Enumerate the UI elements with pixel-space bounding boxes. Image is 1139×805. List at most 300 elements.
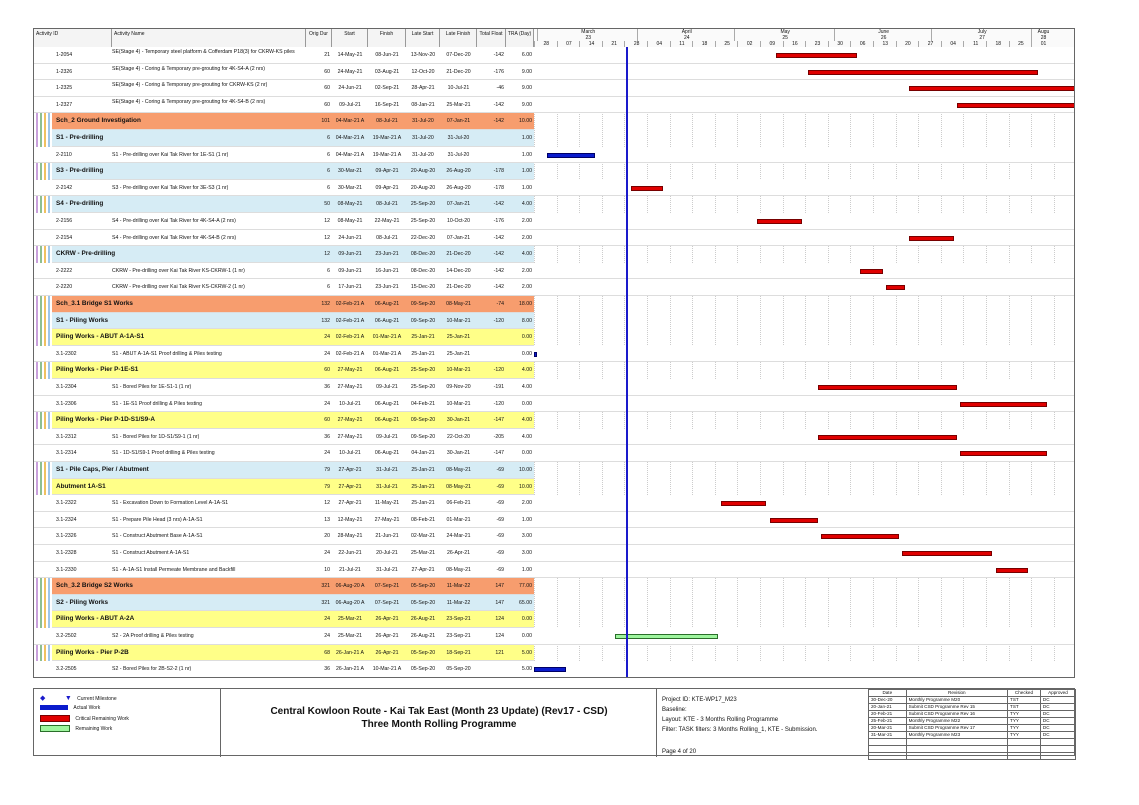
cell-tf: -120 [493,400,504,407]
revision-cell [869,753,907,760]
cell-ls: 08-Dec-20 [410,251,436,258]
cell-name: Piling Works - Pier P-2B [56,648,129,656]
cell-tra: 9.00 [521,68,532,75]
week-gridline [670,47,672,678]
revision-cell: TYY [1008,725,1041,732]
cell-lf: 25-Mar-21 [446,101,471,108]
activity-row[interactable] [34,97,1075,114]
cell-dur: 24 [324,334,330,341]
critical-work-bar[interactable] [818,385,957,390]
col-total-float[interactable]: Total Float [477,29,506,47]
week-gridline [873,47,875,678]
cell-finish: 11-May-21 [374,500,400,507]
cell-tra: 4.00 [521,417,532,424]
cell-ls: 08-Jan-21 [411,101,435,108]
timescale-week: 11 [963,41,987,47]
cell-start: 09-Jul-21 [339,101,361,108]
cell-tra: 4.00 [521,201,532,208]
cell-ls: 20-Aug-20 [410,184,436,191]
cell-name: S4 - Pre-drilling [56,200,104,208]
critical-work-bar[interactable] [886,285,905,290]
critical-work-bar[interactable] [909,86,1076,91]
title-block [33,688,1075,756]
cell-tf: -205 [493,433,504,440]
cell-ls: 31-Jul-20 [412,135,434,141]
cell-tf: -74 [496,301,504,307]
cell-name: SE(Stage 4) - Coring & Temporary pre-grouting for 4K-S4-B (2 nrs) [112,98,266,105]
legend-critical-work: Critical Remaining Work [40,715,129,722]
wbs-group-row[interactable] [52,578,534,595]
cell-tra: 3.00 [521,550,532,556]
cell-finish: 23-Jun-21 [375,284,399,291]
cell-lf: 26-Aug-20 [446,168,471,175]
cell-start: 30-Mar-21 [338,184,362,191]
timescale-month: June 26 [834,29,932,41]
wbs-group-row[interactable] [52,296,534,313]
cell-tf: -69 [496,566,504,573]
cell-tf: -69 [496,500,504,507]
cell-dur: 321 [321,583,330,590]
timescale-week: 27 [918,41,942,47]
revision-cell: TYY [1008,732,1041,739]
cell-start: 27-May-21 [337,367,363,374]
cell-lf: 25-Jan-21 [446,350,471,357]
week-gridline [850,47,852,678]
cell-name: Abutment 1A-S1 [56,482,106,490]
cell-tra: 4.00 [521,433,532,440]
cell-ls: 09-Sep-20 [410,433,436,440]
cell-tf: -191 [493,384,504,390]
cell-id: 2-2142 [56,184,73,191]
cell-ls: 25-Jan-21 [411,483,435,490]
col-late-start[interactable]: Late Start [406,29,440,47]
cell-tf: -147 [493,450,504,457]
cell-finish: 10-Mar-21 A [372,666,402,673]
cell-start: 14-May-21 [337,52,363,58]
cell-name: S1 - Prepare Pile Head (3 nrs) A-1A-S1 [112,516,203,523]
critical-work-bar[interactable] [960,451,1047,456]
cell-dur: 50 [324,201,330,208]
cell-id: 3.2-2502 [56,633,77,639]
wbs-group-row[interactable] [52,163,534,180]
cell-tf: 121 [495,649,504,656]
cell-dur: 10 [324,566,330,573]
cell-tf: 147 [495,599,504,606]
cell-tra: 4.00 [521,384,532,390]
cell-tra: 2.00 [521,500,532,507]
cell-tra: 2.00 [521,218,532,224]
cell-tra: 0.00 [521,350,532,357]
cell-lf: 07-Jan-21 [446,201,471,208]
cell-start: 02-Feb-21 A [335,334,365,341]
week-gridline [579,47,581,678]
critical-work-bar[interactable] [818,435,957,440]
actual-work-bar[interactable] [534,667,566,672]
cell-name: Piling Works - ABUT A-1A-S1 [56,333,145,341]
timescale-week: 06 [850,41,874,47]
cell-dur: 6 [327,151,330,158]
cell-lf: 24-Mar-21 [446,533,471,540]
cell-tf: -120 [493,317,504,324]
cell-finish: 20-Jul-21 [376,550,398,556]
cell-finish: 02-Sep-21 [374,85,400,92]
cell-id: 2-2156 [56,218,73,224]
cell-name: Piling Works - ABUT A-2A [56,615,135,623]
wbs-group-row[interactable] [52,130,534,147]
cell-finish: 16-Sep-21 [374,101,400,108]
revision-cell [1008,746,1041,753]
cell-tf: -176 [493,218,504,224]
cell-ls: 09-Sep-20 [410,417,436,424]
col-late-finish[interactable]: Late Finish [440,29,477,47]
cell-tra: 18.00 [519,301,532,307]
cell-tra: 2.00 [521,284,532,291]
cell-tf: -46 [496,85,504,92]
activity-row[interactable] [34,213,1075,230]
cell-dur: 20 [324,533,330,540]
cell-dur: 24 [324,400,330,407]
col-activity-name[interactable]: Activity Name [112,29,306,47]
critical-work-bar[interactable] [808,70,1037,75]
cell-id: 1-2327 [56,101,73,108]
cell-name: S4 - Pre-drilling over Kai Tak River for 4K-S4-A (2 nrs) [112,218,236,224]
week-gridline [941,47,943,678]
cell-start: 24-Jun-21 [338,85,362,92]
remaining-work-bar[interactable] [615,634,718,639]
cell-id: 1-2054 [56,52,73,58]
cell-name: S2 - 2A Proof drilling & Piles testing [112,633,194,639]
cell-ls: 13-Nov-20 [410,52,436,58]
col-orig-dur[interactable]: Orig Dur [306,29,332,47]
cell-ls: 02-Mar-21 [411,533,435,540]
cell-tra: 0.00 [521,616,532,623]
legend-remaining-work: Remaining Work [40,725,112,732]
wbs-group-row[interactable] [52,595,534,612]
week-gridline [805,47,807,678]
cell-lf: 21-Dec-20 [446,251,471,258]
cell-name: S1 - Piling Works [56,316,109,324]
cell-lf: 10-Mar-21 [446,400,471,407]
cell-finish: 27-May-21 [374,516,400,523]
cell-dur: 79 [324,483,330,490]
cell-ls: 25-Sep-20 [410,218,436,224]
wbs-group-row[interactable] [52,313,534,330]
col-start[interactable]: Start [332,29,368,47]
critical-work-bar[interactable] [757,219,802,224]
col-activity-id[interactable]: Activity ID [34,29,112,47]
cell-tra: 1.00 [521,566,532,573]
cell-tf: -142 [493,101,504,108]
cell-dur: 60 [324,68,330,75]
revision-cell [1008,753,1041,760]
cell-dur: 12 [324,500,330,507]
cell-tra: 9.00 [521,101,532,108]
cell-id: 3.1-2326 [56,533,77,540]
cell-id: 3.1-2302 [56,350,77,357]
cell-name: CKRW - Pre-drilling [56,250,116,258]
critical-work-bar[interactable] [957,103,1075,108]
wbs-group-row[interactable] [52,412,534,429]
wbs-group-row[interactable] [52,479,534,496]
cell-finish: 16-Jun-21 [375,267,399,274]
activity-row[interactable] [34,445,1075,462]
cell-tf: -176 [493,68,504,75]
cell-tf: -142 [493,118,504,125]
revision-row [869,718,1076,725]
revision-cell: Monthly Programme M23 [906,732,1007,739]
cell-lf: 23-Sep-21 [446,633,471,639]
activity-row[interactable] [34,263,1075,280]
critical-work-bar[interactable] [960,402,1047,407]
wbs-group-row[interactable] [52,462,534,479]
cell-lf: 31-Jul-20 [447,151,470,158]
revision-row [869,697,1076,704]
cell-dur: 6 [327,267,330,274]
wbs-group-row[interactable] [52,113,534,130]
revision-header-row [869,690,1076,697]
cell-tra: 1.00 [521,151,532,158]
activity-row[interactable] [34,628,1075,645]
cell-tra: 6.00 [521,52,532,58]
cell-finish: 08-Jul-21 [376,234,398,241]
activity-row[interactable] [34,562,1075,579]
revision-header: Checked [1008,690,1041,697]
revision-cell: Submit CSD Programme Rev 17 [906,725,1007,732]
cell-tf: -69 [496,467,504,473]
timescale-week: 16 [783,41,807,47]
revision-cell [1008,739,1041,746]
week-gridline [918,47,920,678]
cell-start: 24-Jun-21 [338,234,362,241]
cell-lf: 11-Mar-22 [446,599,471,606]
cell-dur: 132 [321,301,330,307]
cell-finish: 31-Jul-21 [376,467,398,473]
cell-ls: 12-Oct-20 [411,68,435,75]
revision-header: Approved [1040,690,1075,697]
cell-tf: -142 [493,52,504,58]
timescale-week: 13 [873,41,897,47]
cell-finish: 26-Apr-21 [375,633,399,639]
cell-finish: 08-Jul-21 [376,118,398,125]
cell-ls: 25-Sep-20 [410,367,436,374]
cell-dur: 60 [324,367,330,374]
critical-work-bar[interactable] [902,551,992,556]
cell-finish: 09-Apr-21 [375,168,399,175]
cell-tra: 1.00 [521,135,532,141]
timescale-week: 28 [534,41,558,47]
critical-work-bar[interactable] [996,568,1028,573]
wbs-group-row[interactable] [52,611,534,628]
wbs-group-row[interactable] [52,362,534,379]
cell-name: S1 - Pre-drilling [56,134,104,141]
actual-work-bar[interactable] [547,153,595,158]
cell-dur: 13 [324,516,330,523]
cell-name: S3 - Pre-drilling over Kai Tak River for 3E-S3 (1 nr) [112,184,229,191]
cell-name: S4 - Pre-drilling over Kai Tak River for 4K-S4-B (2 nrs) [112,234,237,241]
cell-lf: 22-Oct-20 [446,433,471,440]
week-gridline [828,47,830,678]
cell-id: 3.1-2304 [56,384,77,390]
cell-start: 09-Jun-21 [338,267,362,274]
cell-ls: 27-Apr-21 [411,566,435,573]
cell-name: S2 - Piling Works [56,598,109,606]
cell-id: 3.1-2330 [56,566,77,573]
revision-cell: DC [1040,697,1075,704]
cell-name: SE(Stage 4) - Temporary steel platform & Cofferdam P18(3) for CKRW-KS piles [112,49,295,55]
cell-tra: 10.00 [519,118,532,125]
revision-cell: TST [1008,704,1041,711]
revision-row-empty [869,746,1076,753]
cell-finish: 01-Mar-21 A [372,350,402,357]
cell-finish: 06-Aug-21 [374,317,400,324]
cell-lf: 14-Dec-20 [446,267,471,274]
critical-work-bar[interactable] [776,53,857,58]
cell-dur: 12 [324,234,330,241]
cell-name: S1 - Bored Piles for 1D-S1/S9-1 (1 nr) [112,433,200,440]
cell-ls: 04-Feb-21 [411,400,435,407]
cell-name: Sch_2 Ground Investigation [56,117,141,125]
cell-lf: 07-Jan-21 [446,118,471,125]
cell-id: 3.1-2312 [56,433,77,440]
cell-ls: 25-Sep-20 [410,201,436,208]
actual-work-bar[interactable] [534,352,537,357]
activity-row[interactable] [34,396,1075,413]
cell-tf: -69 [496,483,504,490]
activity-row[interactable] [34,495,1075,512]
week-gridline [1009,47,1011,678]
activity-row[interactable] [34,279,1075,296]
cell-finish: 23-Jun-21 [375,251,399,258]
cell-dur: 6 [327,184,330,191]
revision-cell: DC [1040,704,1075,711]
revision-cell [869,746,907,753]
wbs-group-row[interactable] [52,196,534,213]
week-gridline [1054,47,1056,678]
cell-ls: 26-Aug-21 [410,616,436,623]
cell-dur: 321 [321,599,330,606]
timescale-week: 21 [602,41,626,47]
cell-name: S1 - 1E-S1 Proof drilling & Piles testing [112,400,202,407]
cell-ls: 25-Mar-21 [411,550,435,556]
cell-name: CKRW - Pre-drilling over Kai Tak River KS-CKRW-1 (1 nr) [112,267,245,274]
cell-id: 1-2326 [56,68,73,75]
cell-id: 3.1-2322 [56,500,77,507]
cell-ls: 05-Sep-20 [410,649,436,656]
cell-tf: -69 [496,533,504,540]
cell-finish: 26-Apr-21 [375,649,399,656]
cell-start: 25-Mar-21 [338,616,362,623]
critical-work-bar[interactable] [860,269,883,274]
cell-finish: 26-Apr-21 [375,616,399,623]
col-finish[interactable]: Finish [368,29,406,47]
cell-id: 2-2110 [56,151,72,158]
cell-name: S1 - Pre-drilling over Kai Tak River for 1E-S1 (1 nr) [112,151,229,158]
activity-row[interactable] [34,47,1075,64]
activity-row[interactable] [34,346,1075,363]
cell-start: 26-Jan-21 A [336,649,364,656]
cell-ls: 05-Sep-20 [410,583,436,590]
revision-cell: 30-Dec-20 [869,697,907,704]
cell-name: S1 - ABUT A-1A-S1 Proof drilling & Piles testing [112,350,222,357]
revision-cell: 20-Jan-21 [869,704,907,711]
cell-id: 3.1-2324 [56,516,77,523]
revision-cell [869,739,907,746]
revision-cell: 31-Mar-21 [869,732,907,739]
revision-cell [1040,753,1075,760]
cell-lf: 07-Dec-20 [446,52,471,58]
cell-dur: 21 [324,52,330,58]
cell-id: 1-2325 [56,85,73,92]
cell-id: 2-2222 [56,267,73,274]
revision-cell [906,739,1007,746]
cell-dur: 101 [321,118,330,125]
cell-start: 06-Aug-20 A [335,583,365,590]
cell-lf: 30-Jan-21 [446,450,471,457]
cell-start: 24-May-21 [337,68,363,75]
cell-tra: 8.00 [521,317,532,324]
critical-work-bar[interactable] [909,236,954,241]
activity-row[interactable] [34,512,1075,529]
timescale-week: 25 [715,41,739,47]
wbs-group-row[interactable] [52,246,534,263]
col-tra[interactable]: TRA (Day) [506,29,534,47]
cell-dur: 79 [324,467,330,473]
timescale-week: 25 [1009,41,1033,47]
timescale-week: 14 [579,41,603,47]
divider [656,689,657,757]
remaining-work-swatch [40,725,70,732]
revision-cell: 25-Feb-21 [869,718,907,725]
cell-ls: 04-Jan-21 [411,450,435,457]
cell-tra: 2.00 [521,267,532,274]
cell-ls: 05-Sep-20 [410,599,436,606]
critical-work-bar[interactable] [721,501,766,506]
activity-row[interactable] [34,180,1075,197]
cell-tra: 10.00 [519,467,532,473]
critical-work-bar[interactable] [770,518,818,523]
revision-cell [906,746,1007,753]
wbs-group-row[interactable] [52,645,534,662]
cell-start: 02-Feb-21 A [335,301,365,307]
week-gridline [737,47,739,678]
revision-header: Date [869,690,907,697]
cell-start: 17-Jun-21 [338,284,362,291]
legend-current-milestone: ◆ ▼ Current Milestone [40,695,117,702]
cell-id: 3.1-2328 [56,550,77,556]
cell-ls: 28-Apr-21 [411,85,435,92]
revision-cell: DC [1040,732,1075,739]
critical-work-bar[interactable] [631,186,663,191]
revision-cell: Submit CSD Programme Rev 16 [906,711,1007,718]
cell-id: 3.2-2505 [56,666,77,673]
revision-row-empty [869,739,1076,746]
cell-name: S3 - Pre-drilling [56,167,104,175]
revision-row [869,732,1076,739]
cell-finish: 06-Aug-21 [374,400,400,407]
gantt-timescale [534,29,1075,48]
divider [220,689,221,757]
cell-lf: 31-Jul-20 [447,135,470,141]
cell-start: 04-Mar-21 A [335,118,365,125]
wbs-group-row[interactable] [52,329,534,346]
cell-lf: 26-Aug-20 [446,184,471,191]
critical-work-bar[interactable] [821,534,898,539]
activity-row[interactable] [34,528,1075,545]
cell-name: CKRW - Pre-drilling over Kai Tak River KS-CKRW-2 (1 nr) [112,284,245,291]
week-gridline [692,47,694,678]
cell-dur: 132 [321,317,330,324]
cell-ls: 15-Dec-20 [410,284,436,291]
